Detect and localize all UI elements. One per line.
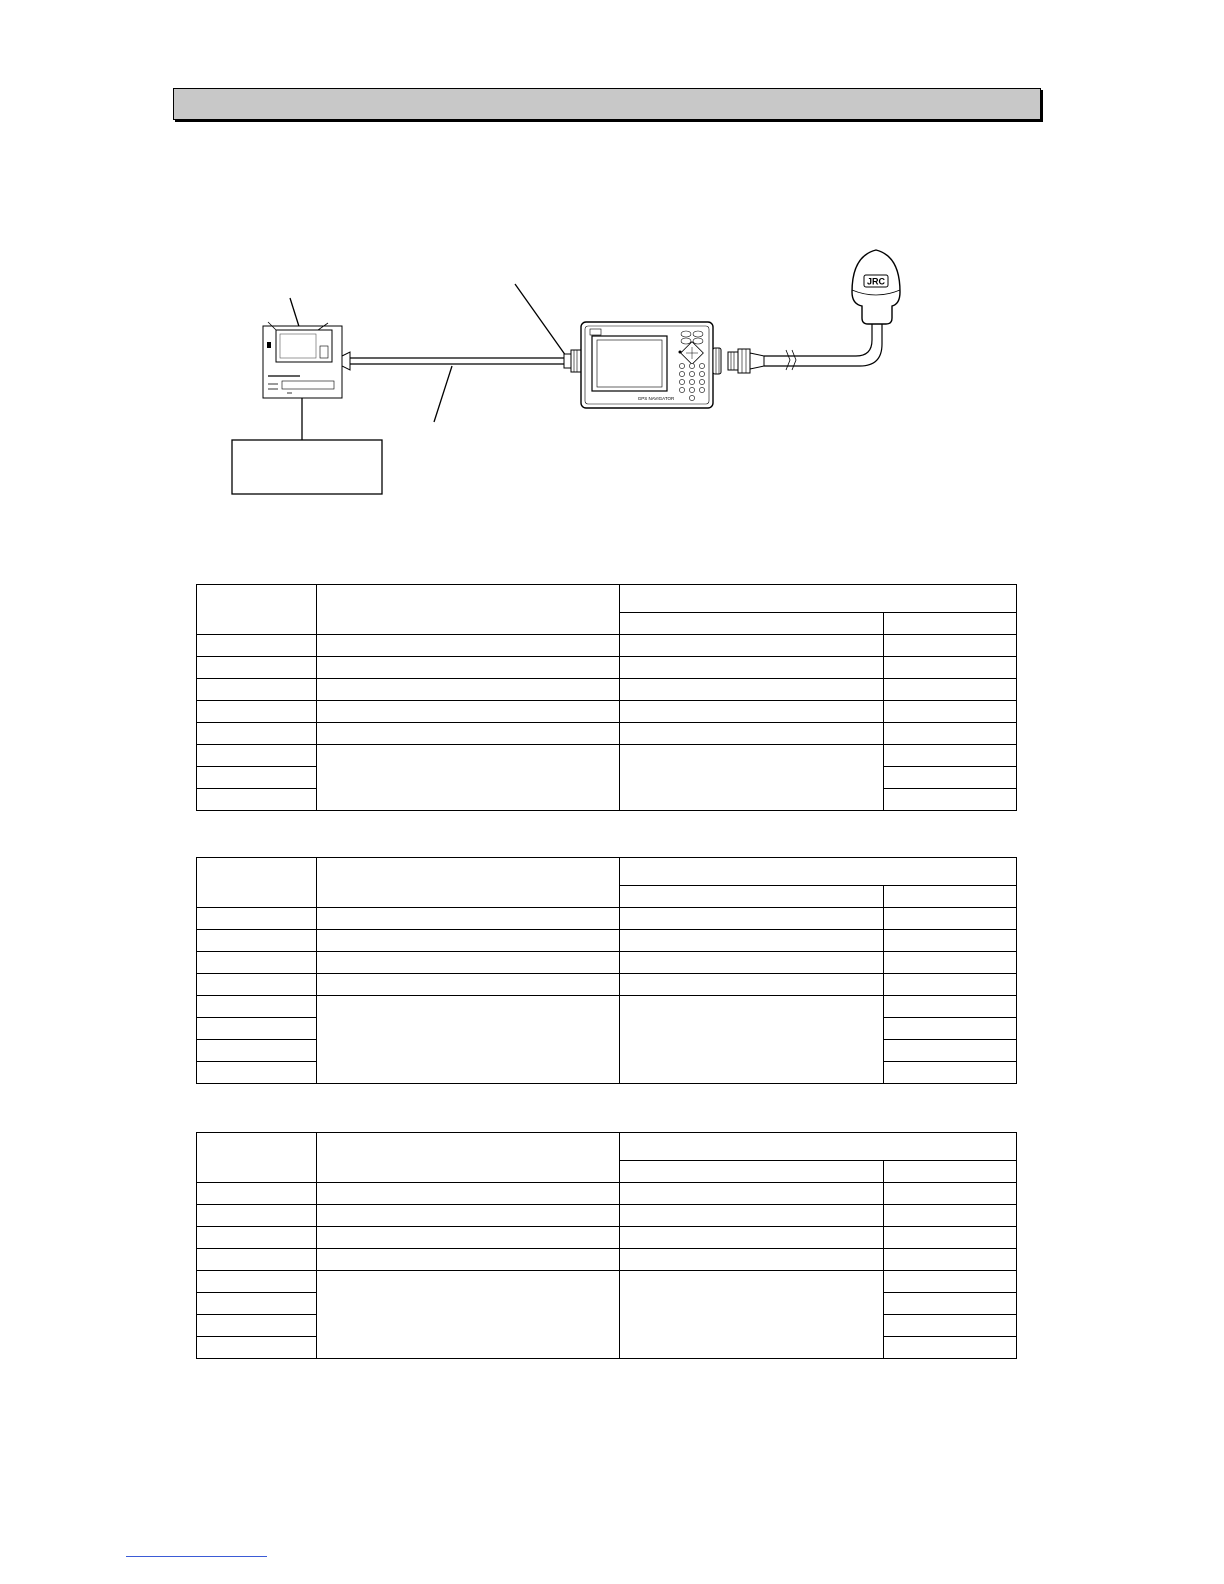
table-row <box>197 952 1017 974</box>
table-cell <box>317 952 620 974</box>
table-cell <box>197 952 317 974</box>
table-cell <box>197 974 317 996</box>
table-cell <box>197 1249 317 1271</box>
table-row <box>197 1271 1017 1293</box>
table-cell <box>317 679 620 701</box>
table-cell <box>317 585 620 635</box>
table-cell <box>884 1062 1017 1084</box>
table-cell <box>317 858 620 908</box>
gps-display-unit <box>581 322 721 408</box>
table-cell <box>317 701 620 723</box>
table-cell <box>197 930 317 952</box>
table-cell <box>884 930 1017 952</box>
table-cell <box>620 657 884 679</box>
table-cell <box>620 1205 884 1227</box>
table-cell <box>620 679 884 701</box>
antenna-cable <box>728 318 882 373</box>
table-cell <box>197 1205 317 1227</box>
table-cell <box>884 1183 1017 1205</box>
table-cell <box>620 723 884 745</box>
table-cell <box>197 1293 317 1315</box>
table-cell <box>884 789 1017 811</box>
table-cell-merged <box>317 1271 620 1359</box>
table-cell <box>317 1205 620 1227</box>
table-cell <box>620 930 884 952</box>
table-cell <box>197 679 317 701</box>
table-cell <box>197 789 317 811</box>
antenna-logo: JRC <box>866 276 886 287</box>
table-cell <box>620 585 1017 613</box>
printer-unit <box>263 322 342 398</box>
table-cell <box>197 858 317 908</box>
table-cell <box>620 1183 884 1205</box>
table-cell <box>620 974 884 996</box>
leader-line-connector <box>515 284 566 356</box>
table-row <box>197 974 1017 996</box>
table-cell <box>884 1337 1017 1359</box>
table-row <box>197 679 1017 701</box>
table-row <box>197 1249 1017 1271</box>
table-cell <box>884 1205 1017 1227</box>
table-cell <box>197 635 317 657</box>
footnote-rule <box>126 1556 267 1557</box>
table-cell <box>317 635 620 657</box>
leader-line-cable <box>434 366 452 422</box>
table-cell <box>317 1249 620 1271</box>
table-cell <box>884 974 1017 996</box>
table-cell <box>884 635 1017 657</box>
table-cell <box>197 1227 317 1249</box>
table-cell <box>197 723 317 745</box>
table-cell <box>620 886 884 908</box>
table-cell <box>317 908 620 930</box>
table-cell <box>884 657 1017 679</box>
table-row <box>197 635 1017 657</box>
callout-box <box>232 440 382 494</box>
table-cell <box>197 1040 317 1062</box>
table-cell <box>884 1018 1017 1040</box>
table-cell <box>317 974 620 996</box>
table-cell <box>197 1337 317 1359</box>
table-cell <box>620 635 884 657</box>
table-cell <box>197 1315 317 1337</box>
table-row <box>197 723 1017 745</box>
table-row <box>197 908 1017 930</box>
table-row <box>197 1183 1017 1205</box>
table-cell <box>884 1040 1017 1062</box>
table-cell <box>197 745 317 767</box>
table-cell <box>197 657 317 679</box>
display-panel-label: GPS NAVIGATOR <box>637 396 675 401</box>
gps-antenna <box>852 250 900 324</box>
table-cell <box>197 996 317 1018</box>
table-cell <box>884 701 1017 723</box>
table-cell <box>197 1062 317 1084</box>
table-cell-merged <box>317 996 620 1084</box>
table-cell-merged <box>620 745 884 811</box>
table-cell <box>317 930 620 952</box>
spec-table-3 <box>196 1132 1017 1359</box>
table-cell <box>197 701 317 723</box>
table-cell <box>317 1133 620 1183</box>
printer-cable <box>342 350 581 372</box>
table-cell-merged <box>317 745 620 811</box>
table-cell <box>317 1183 620 1205</box>
table-cell <box>884 908 1017 930</box>
table-cell <box>620 1133 1017 1161</box>
table-row <box>197 1227 1017 1249</box>
table-row <box>197 1205 1017 1227</box>
table-cell-merged <box>620 1271 884 1359</box>
table-cell <box>884 1271 1017 1293</box>
table-cell <box>620 1161 884 1183</box>
table-cell <box>884 1161 1017 1183</box>
table-row <box>197 996 1017 1018</box>
table-cell <box>317 657 620 679</box>
table-cell <box>884 679 1017 701</box>
table-cell <box>620 701 884 723</box>
table-cell <box>317 1227 620 1249</box>
table-cell <box>884 1249 1017 1271</box>
spec-table-2 <box>196 857 1017 1084</box>
table-cell <box>884 996 1017 1018</box>
table-cell <box>884 613 1017 635</box>
table-cell <box>884 723 1017 745</box>
table-cell <box>197 1271 317 1293</box>
table-row <box>197 657 1017 679</box>
table-cell <box>197 908 317 930</box>
table-cell-merged <box>620 996 884 1084</box>
table-cell <box>884 1315 1017 1337</box>
table-cell <box>620 613 884 635</box>
table-cell <box>884 952 1017 974</box>
table-cell <box>197 1018 317 1040</box>
table-cell <box>620 858 1017 886</box>
table-cell <box>884 745 1017 767</box>
table-cell <box>884 767 1017 789</box>
table-cell <box>197 1133 317 1183</box>
table-cell <box>197 585 317 635</box>
table-cell <box>884 886 1017 908</box>
table-cell <box>197 767 317 789</box>
table-cell <box>620 1227 884 1249</box>
table-row <box>197 701 1017 723</box>
table-row <box>197 745 1017 767</box>
table-cell <box>620 952 884 974</box>
table-cell <box>884 1227 1017 1249</box>
connection-diagram <box>0 0 1224 560</box>
table-cell <box>620 908 884 930</box>
table-cell <box>197 1183 317 1205</box>
table-row <box>197 930 1017 952</box>
spec-table-1 <box>196 584 1017 811</box>
table-cell <box>884 1293 1017 1315</box>
table-cell <box>620 1249 884 1271</box>
table-cell <box>317 723 620 745</box>
